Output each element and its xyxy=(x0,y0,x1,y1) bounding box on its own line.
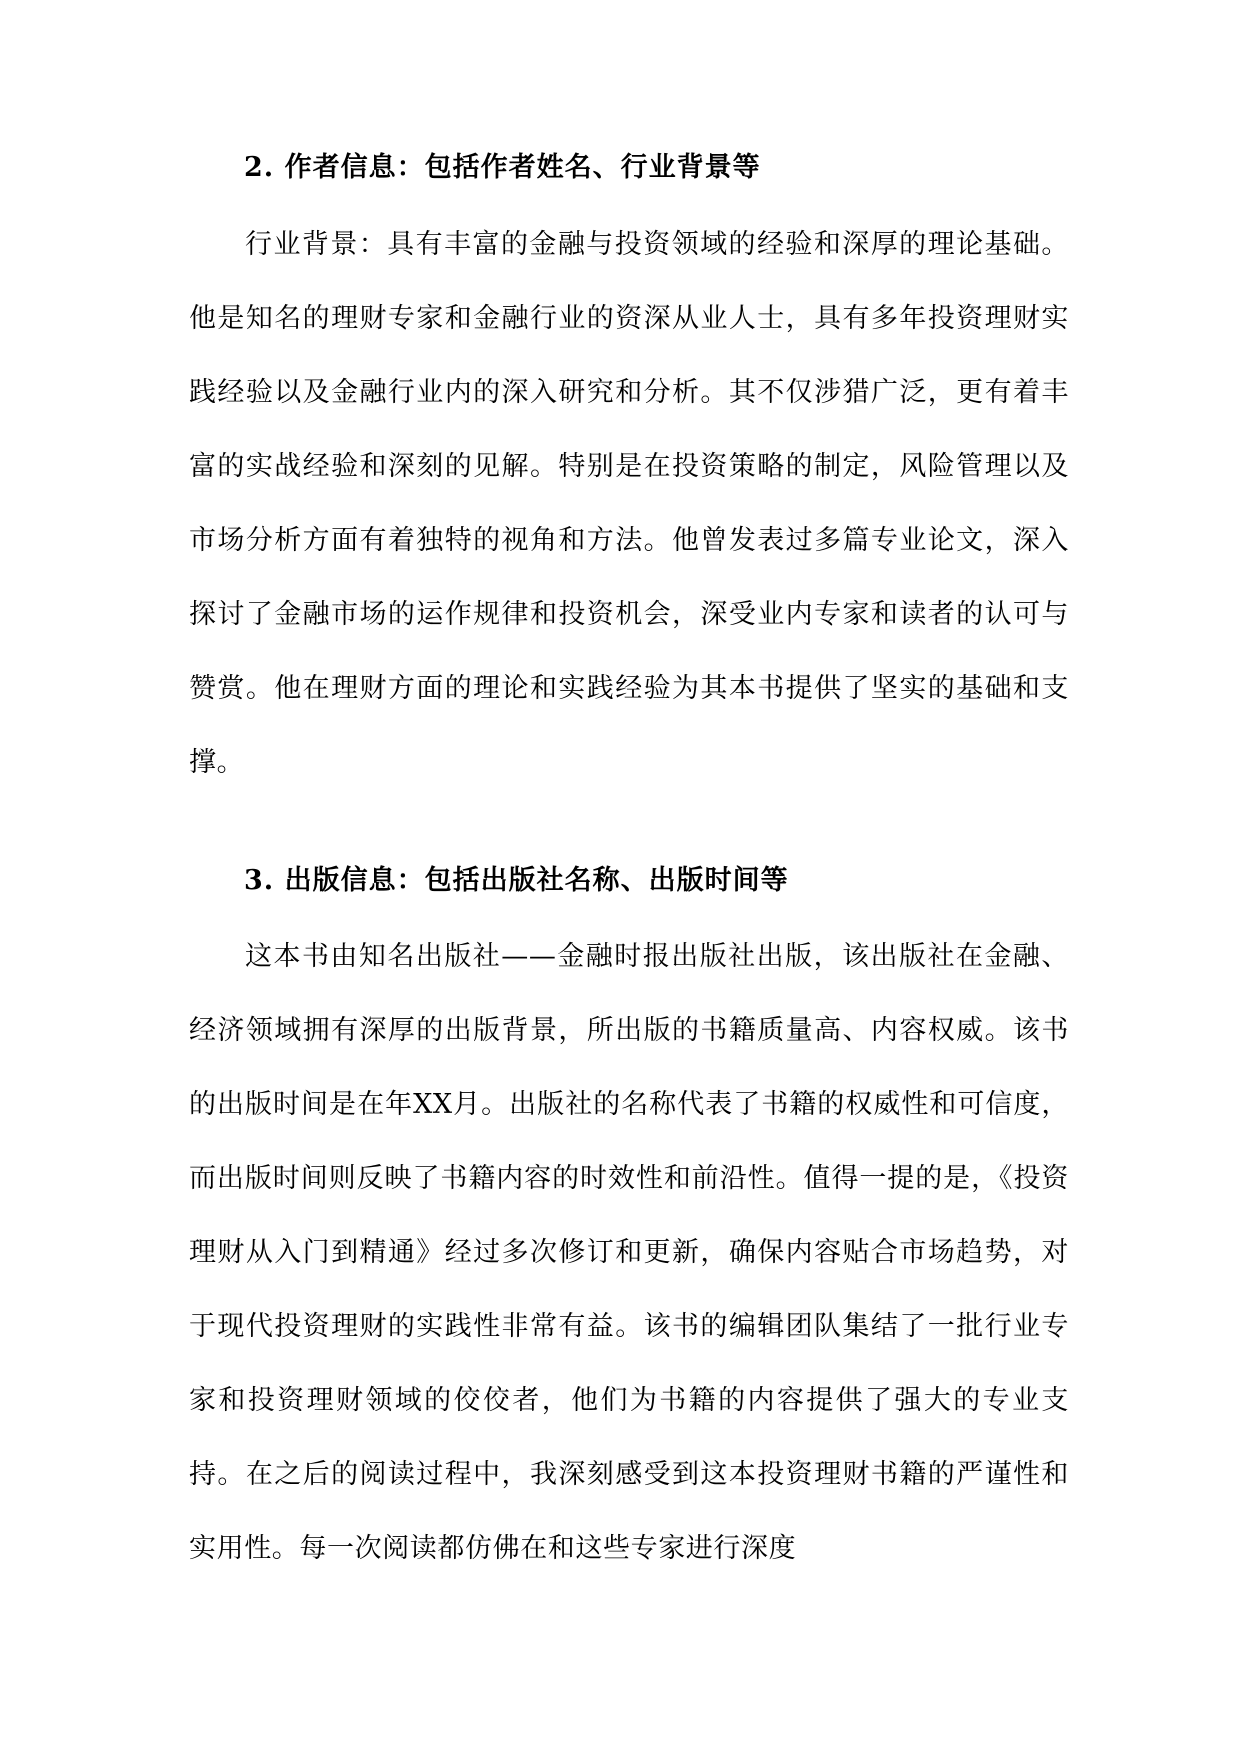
section-heading-author-info: 2. 作者信息：包括作者姓名、行业背景等 xyxy=(244,152,761,183)
publication-info-paragraph: 这本书由知名出版社——金融时报出版社出版，该出版社在金融、经济领域拥有深厚的出版背景，所出版的书籍质量高、内容权威。该书的出版时间是在年XX月。出版社的名称代表了书籍的权威性和可信度，而出版时间则反映了书籍内容的时效性和前沿性。值得一提的是，《投资理财从入门到精通》经过多次修订和更新，确保内容贴合市场趋势，对于现代投资理财的实践性非常有益。该书的编辑团队集结了一批行业专家和投资理财领域的佼佼者，他们为书籍的内容提供了强大的专业支持。在之后的阅读过程中，我深刻感受到这本投资理财书籍的严谨性和实用性。每一次阅读都仿佛在和这些专家进行深度 xyxy=(189,941,1069,1564)
author-background-paragraph: 行业背景：具有丰富的金融与投资领域的经验和深厚的理论基础。他是知名的理财专家和金融行业的资深从业人士，具有多年投资理财实践经验以及金融行业内的深入研究和分析。其不仅涉猎广泛，更有着丰富的实战经验和深刻的见解。特别是在投资策略的制定，风险管理以及市场分析方面有着独特的视角和方法。他曾发表过多篇专业论文，深入探讨了金融市场的运作规律和投资机会，深受业内专家和读者的认可与赞赏。他在理财方面的理论和实践经验为其本书提供了坚实的基础和支撑。 xyxy=(189,229,1069,778)
section-heading-publication-info: 3. 出版信息：包括出版社名称、出版时间等 xyxy=(244,865,789,896)
